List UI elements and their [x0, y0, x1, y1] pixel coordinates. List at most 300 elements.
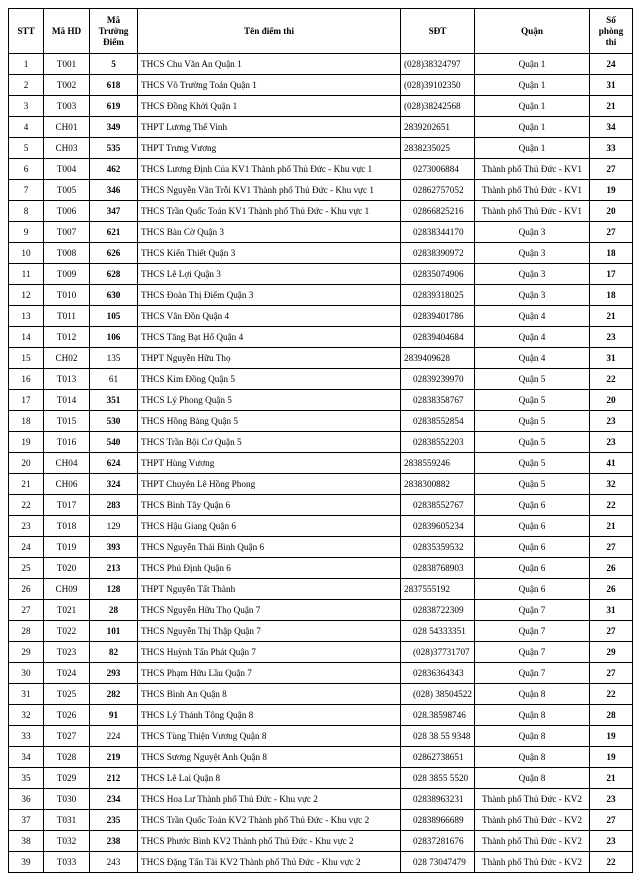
cell-stt: 27 [9, 600, 44, 621]
cell-sdt: 02835074906 [401, 264, 475, 285]
cell-ma-truong: 224 [90, 726, 138, 747]
cell-so-phong-thi: 22 [590, 684, 633, 705]
cell-ma-hd: T005 [44, 180, 90, 201]
cell-quan: Thành phố Thủ Đức - KV2 [475, 789, 590, 810]
cell-sdt: 02839239970 [401, 369, 475, 390]
cell-sdt: 028.38598746 [401, 705, 475, 726]
cell-sdt: 02838963231 [401, 789, 475, 810]
cell-stt: 20 [9, 453, 44, 474]
cell-ma-hd: CH09 [44, 579, 90, 600]
header-ten-diem-thi: Tên điểm thi [138, 9, 401, 54]
header-ma-truong-diem: Mã Trường Điểm [90, 9, 138, 54]
table-row [9, 474, 633, 495]
cell-sdt: 02839401786 [401, 306, 475, 327]
cell-ma-hd: CH04 [44, 453, 90, 474]
cell-stt: 15 [9, 348, 44, 369]
cell-stt: 36 [9, 789, 44, 810]
table-row [9, 516, 633, 537]
cell-quan: Thành phố Thủ Đức - KV1 [475, 159, 590, 180]
header-quan: Quận [475, 9, 590, 54]
cell-ma-hd: T007 [44, 222, 90, 243]
cell-ma-truong: 624 [90, 453, 138, 474]
cell-ten-diem-thi: THCS Tăng Bạt Hổ Quận 4 [138, 327, 401, 348]
cell-so-phong-thi: 19 [590, 747, 633, 768]
cell-stt: 26 [9, 579, 44, 600]
cell-stt: 9 [9, 222, 44, 243]
cell-so-phong-thi: 23 [590, 327, 633, 348]
cell-ma-truong: 462 [90, 159, 138, 180]
cell-ma-truong: 5 [90, 54, 138, 75]
cell-ma-hd: T012 [44, 327, 90, 348]
cell-so-phong-thi: 27 [590, 222, 633, 243]
cell-so-phong-thi: 17 [590, 264, 633, 285]
cell-ma-truong: 293 [90, 663, 138, 684]
cell-ma-hd: T025 [44, 684, 90, 705]
cell-ten-diem-thi: THCS Trần Quốc Toản KV2 Thành phố Thủ Đức - Khu vực 2 [138, 810, 401, 831]
cell-quan: Quận 6 [475, 579, 590, 600]
cell-stt: 28 [9, 621, 44, 642]
cell-quan: Quận 8 [475, 747, 590, 768]
cell-ten-diem-thi: THCS Bàn Cờ Quận 3 [138, 222, 401, 243]
cell-so-phong-thi: 31 [590, 600, 633, 621]
table-row [9, 411, 633, 432]
cell-so-phong-thi: 20 [590, 201, 633, 222]
cell-ten-diem-thi: THPT Trưng Vương [138, 138, 401, 159]
cell-sdt: 02838552767 [401, 495, 475, 516]
cell-sdt: 02838358767 [401, 390, 475, 411]
cell-ma-hd: T003 [44, 96, 90, 117]
cell-quan: Quận 1 [475, 96, 590, 117]
cell-so-phong-thi: 31 [590, 75, 633, 96]
cell-ma-truong: 238 [90, 831, 138, 852]
cell-ma-truong: 535 [90, 138, 138, 159]
cell-quan: Quận 3 [475, 222, 590, 243]
cell-quan: Quận 3 [475, 285, 590, 306]
cell-ma-truong: 213 [90, 558, 138, 579]
cell-quan: Quận 1 [475, 54, 590, 75]
cell-ma-truong: 82 [90, 642, 138, 663]
cell-so-phong-thi: 27 [590, 663, 633, 684]
cell-sdt: 2839202651 [401, 117, 475, 138]
cell-sdt: 02838552854 [401, 411, 475, 432]
cell-quan: Thành phố Thủ Đức - KV2 [475, 831, 590, 852]
cell-ma-hd: T013 [44, 369, 90, 390]
cell-stt: 21 [9, 474, 44, 495]
cell-ten-diem-thi: THCS Hậu Giang Quận 6 [138, 516, 401, 537]
cell-ma-truong: 324 [90, 474, 138, 495]
cell-ma-truong: 349 [90, 117, 138, 138]
cell-ten-diem-thi: THCS Võ Trường Toản Quận 1 [138, 75, 401, 96]
cell-sdt: (028)38324797 [401, 54, 475, 75]
cell-quan: Quận 4 [475, 327, 590, 348]
table-row [9, 642, 633, 663]
cell-ten-diem-thi: THCS Chu Văn An Quận 1 [138, 54, 401, 75]
cell-sdt: 2838235025 [401, 138, 475, 159]
cell-ma-truong: 619 [90, 96, 138, 117]
cell-quan: Quận 7 [475, 621, 590, 642]
cell-ten-diem-thi: THCS Huỳnh Tấn Phát Quận 7 [138, 642, 401, 663]
cell-ma-hd: T032 [44, 831, 90, 852]
cell-ma-hd: T023 [44, 642, 90, 663]
cell-so-phong-thi: 33 [590, 138, 633, 159]
cell-quan: Quận 6 [475, 495, 590, 516]
cell-quan: Quận 7 [475, 642, 590, 663]
table-row [9, 684, 633, 705]
cell-ma-truong: 128 [90, 579, 138, 600]
table-row [9, 96, 633, 117]
cell-ten-diem-thi: THCS Bình Tây Quận 6 [138, 495, 401, 516]
cell-ma-truong: 61 [90, 369, 138, 390]
cell-so-phong-thi: 22 [590, 369, 633, 390]
cell-so-phong-thi: 18 [590, 285, 633, 306]
cell-sdt: 02838390972 [401, 243, 475, 264]
cell-ten-diem-thi: THCS Lương Định Của KV1 Thành phố Thủ Đức - Khu vực 1 [138, 159, 401, 180]
cell-sdt: 02838552203 [401, 432, 475, 453]
table-row [9, 789, 633, 810]
cell-quan: Quận 3 [475, 243, 590, 264]
table-row [9, 663, 633, 684]
cell-so-phong-thi: 23 [590, 831, 633, 852]
cell-quan: Quận 4 [475, 348, 590, 369]
cell-quan: Thành phố Thủ Đức - KV2 [475, 810, 590, 831]
cell-quan: Quận 5 [475, 411, 590, 432]
cell-quan: Quận 6 [475, 516, 590, 537]
cell-sdt: 02835359532 [401, 537, 475, 558]
cell-ten-diem-thi: THCS Bình An Quận 8 [138, 684, 401, 705]
cell-stt: 3 [9, 96, 44, 117]
cell-stt: 12 [9, 285, 44, 306]
cell-ma-truong: 626 [90, 243, 138, 264]
cell-ma-truong: 91 [90, 705, 138, 726]
cell-ten-diem-thi: THCS Sương Nguyệt Anh Quận 8 [138, 747, 401, 768]
cell-ten-diem-thi: THCS Vân Đồn Quận 4 [138, 306, 401, 327]
table-row [9, 453, 633, 474]
cell-sdt: 02862738651 [401, 747, 475, 768]
cell-sdt: 2838559246 [401, 453, 475, 474]
cell-quan: Quận 5 [475, 390, 590, 411]
cell-ma-hd: T029 [44, 768, 90, 789]
table-row [9, 621, 633, 642]
header-so-phong-thi: Số phòng thi [590, 9, 633, 54]
table-row [9, 432, 633, 453]
cell-stt: 34 [9, 747, 44, 768]
cell-ma-truong: 234 [90, 789, 138, 810]
cell-quan: Quận 5 [475, 432, 590, 453]
cell-so-phong-thi: 32 [590, 474, 633, 495]
table-row [9, 558, 633, 579]
cell-sdt: 028 38 55 9348 [401, 726, 475, 747]
cell-ma-truong: 129 [90, 516, 138, 537]
cell-stt: 5 [9, 138, 44, 159]
cell-ma-hd: T008 [44, 243, 90, 264]
cell-so-phong-thi: 23 [590, 432, 633, 453]
cell-ma-hd: T030 [44, 789, 90, 810]
cell-stt: 10 [9, 243, 44, 264]
cell-quan: Quận 7 [475, 663, 590, 684]
cell-ma-hd: CH03 [44, 138, 90, 159]
cell-so-phong-thi: 21 [590, 306, 633, 327]
cell-stt: 4 [9, 117, 44, 138]
cell-ma-hd: T006 [44, 201, 90, 222]
cell-so-phong-thi: 26 [590, 558, 633, 579]
cell-ma-hd: T009 [44, 264, 90, 285]
cell-ten-diem-thi: THCS Trần Bội Cơ Quận 5 [138, 432, 401, 453]
cell-so-phong-thi: 29 [590, 642, 633, 663]
cell-so-phong-thi: 34 [590, 117, 633, 138]
cell-stt: 11 [9, 264, 44, 285]
cell-ma-hd: T010 [44, 285, 90, 306]
cell-so-phong-thi: 22 [590, 852, 633, 873]
cell-sdt: (028) 38504522 [401, 684, 475, 705]
cell-stt: 17 [9, 390, 44, 411]
cell-ten-diem-thi: THCS Đặng Tấn Tài KV2 Thành phố Thủ Đức - Khu vực 2 [138, 852, 401, 873]
table-row [9, 327, 633, 348]
cell-quan: Quận 3 [475, 264, 590, 285]
cell-sdt: (028)39102350 [401, 75, 475, 96]
cell-sdt: 028 54333351 [401, 621, 475, 642]
cell-quan: Quận 6 [475, 558, 590, 579]
table-row [9, 117, 633, 138]
cell-ma-hd: CH02 [44, 348, 90, 369]
cell-stt: 35 [9, 768, 44, 789]
cell-sdt: 028 73047479 [401, 852, 475, 873]
cell-ma-truong: 283 [90, 495, 138, 516]
cell-ten-diem-thi: THCS Lê Lợi Quận 3 [138, 264, 401, 285]
cell-so-phong-thi: 21 [590, 96, 633, 117]
cell-quan: Quận 8 [475, 726, 590, 747]
cell-so-phong-thi: 23 [590, 411, 633, 432]
cell-quan: Quận 5 [475, 453, 590, 474]
cell-ma-truong: 630 [90, 285, 138, 306]
cell-sdt: 02839404684 [401, 327, 475, 348]
cell-ten-diem-thi: THCS Hoa Lư Thành phố Thủ Đức - Khu vực 2 [138, 789, 401, 810]
table-row [9, 306, 633, 327]
cell-ma-hd: T026 [44, 705, 90, 726]
table-row [9, 285, 633, 306]
cell-stt: 16 [9, 369, 44, 390]
cell-ten-diem-thi: THPT Nguyễn Hữu Thọ [138, 348, 401, 369]
header-sdt: SĐT [401, 9, 475, 54]
cell-ten-diem-thi: THCS Lê Lai Quận 8 [138, 768, 401, 789]
cell-ma-truong: 347 [90, 201, 138, 222]
cell-ma-hd: T001 [44, 54, 90, 75]
cell-so-phong-thi: 27 [590, 159, 633, 180]
cell-ma-hd: T031 [44, 810, 90, 831]
cell-so-phong-thi: 21 [590, 516, 633, 537]
cell-sdt: 02862757052 [401, 180, 475, 201]
cell-ma-truong: 28 [90, 600, 138, 621]
table-row [9, 768, 633, 789]
cell-ma-hd: T019 [44, 537, 90, 558]
cell-ma-truong: 235 [90, 810, 138, 831]
cell-quan: Quận 1 [475, 75, 590, 96]
cell-quan: Quận 5 [475, 474, 590, 495]
cell-quan: Quận 6 [475, 537, 590, 558]
cell-ten-diem-thi: THCS Phước Bình KV2 Thành phố Thủ Đức - Khu vực 2 [138, 831, 401, 852]
cell-ma-hd: T018 [44, 516, 90, 537]
cell-quan: Thành phố Thủ Đức - KV1 [475, 180, 590, 201]
cell-stt: 14 [9, 327, 44, 348]
cell-ma-truong: 212 [90, 768, 138, 789]
table-body [9, 54, 633, 873]
cell-ma-truong: 393 [90, 537, 138, 558]
cell-quan: Quận 8 [475, 684, 590, 705]
cell-stt: 8 [9, 201, 44, 222]
cell-so-phong-thi: 18 [590, 243, 633, 264]
cell-sdt: 2837555192 [401, 579, 475, 600]
cell-ten-diem-thi: THCS Phạm Hữu Lầu Quận 7 [138, 663, 401, 684]
cell-so-phong-thi: 21 [590, 768, 633, 789]
table-row [9, 54, 633, 75]
table-row [9, 390, 633, 411]
table-row [9, 810, 633, 831]
cell-stt: 29 [9, 642, 44, 663]
cell-ten-diem-thi: THPT Hùng Vương [138, 453, 401, 474]
cell-sdt: 028 3855 5520 [401, 768, 475, 789]
cell-ma-hd: T004 [44, 159, 90, 180]
cell-sdt: (028)37731707 [401, 642, 475, 663]
cell-ma-truong: 106 [90, 327, 138, 348]
exam-sites-table [8, 8, 633, 873]
cell-quan: Quận 5 [475, 369, 590, 390]
cell-ma-hd: T016 [44, 432, 90, 453]
cell-ma-truong: 105 [90, 306, 138, 327]
cell-ma-hd: T017 [44, 495, 90, 516]
cell-stt: 39 [9, 852, 44, 873]
cell-ma-truong: 540 [90, 432, 138, 453]
cell-quan: Quận 8 [475, 768, 590, 789]
cell-quan: Thành phố Thủ Đức - KV2 [475, 852, 590, 873]
cell-ten-diem-thi: THCS Kim Đồng Quận 5 [138, 369, 401, 390]
cell-stt: 7 [9, 180, 44, 201]
cell-stt: 30 [9, 663, 44, 684]
cell-stt: 2 [9, 75, 44, 96]
cell-ten-diem-thi: THCS Phú Định Quận 6 [138, 558, 401, 579]
cell-so-phong-thi: 24 [590, 54, 633, 75]
cell-stt: 22 [9, 495, 44, 516]
cell-so-phong-thi: 22 [590, 495, 633, 516]
cell-ma-hd: T033 [44, 852, 90, 873]
cell-ma-truong: 135 [90, 348, 138, 369]
cell-ma-truong: 618 [90, 75, 138, 96]
cell-sdt: 02838722309 [401, 600, 475, 621]
cell-ten-diem-thi: THCS Hồng Bàng Quận 5 [138, 411, 401, 432]
cell-stt: 18 [9, 411, 44, 432]
cell-ma-truong: 628 [90, 264, 138, 285]
table-row [9, 705, 633, 726]
table-row [9, 831, 633, 852]
cell-quan: Quận 7 [475, 600, 590, 621]
cell-ten-diem-thi: THCS Tùng Thiện Vương Quận 8 [138, 726, 401, 747]
cell-ten-diem-thi: THCS Nguyễn Thái Bình Quận 6 [138, 537, 401, 558]
table-row [9, 264, 633, 285]
cell-quan: Quận 1 [475, 117, 590, 138]
cell-quan: Thành phố Thủ Đức - KV1 [475, 201, 590, 222]
cell-stt: 33 [9, 726, 44, 747]
cell-quan: Quận 1 [475, 138, 590, 159]
cell-quan: Quận 4 [475, 306, 590, 327]
header-ma-hd: Mã HD [44, 9, 90, 54]
header-stt: STT [9, 9, 44, 54]
cell-ma-hd: T028 [44, 747, 90, 768]
table-row [9, 747, 633, 768]
cell-quan: Quận 8 [475, 705, 590, 726]
table-row [9, 369, 633, 390]
cell-sdt: 02866825216 [401, 201, 475, 222]
cell-ma-hd: T014 [44, 390, 90, 411]
cell-stt: 1 [9, 54, 44, 75]
cell-so-phong-thi: 41 [590, 453, 633, 474]
cell-ma-hd: T022 [44, 621, 90, 642]
table-row [9, 537, 633, 558]
cell-ma-hd: CH01 [44, 117, 90, 138]
cell-ma-truong: 101 [90, 621, 138, 642]
table-row [9, 852, 633, 873]
cell-ma-hd: T011 [44, 306, 90, 327]
cell-stt: 19 [9, 432, 44, 453]
table-row [9, 75, 633, 96]
cell-ma-truong: 243 [90, 852, 138, 873]
cell-so-phong-thi: 31 [590, 348, 633, 369]
cell-ma-hd: T021 [44, 600, 90, 621]
cell-ma-truong: 346 [90, 180, 138, 201]
cell-sdt: 02839318025 [401, 285, 475, 306]
cell-ma-truong: 219 [90, 747, 138, 768]
cell-sdt: 02838768903 [401, 558, 475, 579]
cell-so-phong-thi: 23 [590, 789, 633, 810]
table-row [9, 138, 633, 159]
cell-sdt: 0273006884 [401, 159, 475, 180]
table-row [9, 180, 633, 201]
cell-stt: 23 [9, 516, 44, 537]
cell-sdt: 02836364343 [401, 663, 475, 684]
cell-ten-diem-thi: THPT Chuyên Lê Hồng Phong [138, 474, 401, 495]
cell-so-phong-thi: 27 [590, 810, 633, 831]
table-row [9, 222, 633, 243]
cell-sdt: 02838344170 [401, 222, 475, 243]
cell-stt: 13 [9, 306, 44, 327]
cell-stt: 24 [9, 537, 44, 558]
cell-ten-diem-thi: THCS Lý Phong Quận 5 [138, 390, 401, 411]
cell-ten-diem-thi: THCS Đồng Khởi Quận 1 [138, 96, 401, 117]
cell-sdt: 02839605234 [401, 516, 475, 537]
cell-ma-truong: 282 [90, 684, 138, 705]
cell-stt: 32 [9, 705, 44, 726]
cell-ma-hd: T002 [44, 75, 90, 96]
cell-so-phong-thi: 20 [590, 390, 633, 411]
cell-ma-hd: T024 [44, 663, 90, 684]
table-row [9, 243, 633, 264]
cell-sdt: 02838966689 [401, 810, 475, 831]
table-row [9, 201, 633, 222]
cell-ten-diem-thi: THCS Nguyễn Hữu Thọ Quận 7 [138, 600, 401, 621]
cell-sdt: (028)38242568 [401, 96, 475, 117]
cell-sdt: 02837281676 [401, 831, 475, 852]
cell-ten-diem-thi: THCS Lý Thánh Tông Quận 8 [138, 705, 401, 726]
table-row [9, 579, 633, 600]
cell-ten-diem-thi: THCS Nguyễn Văn Trỗi KV1 Thành phố Thủ Đức - Khu vực 1 [138, 180, 401, 201]
cell-ma-truong: 351 [90, 390, 138, 411]
cell-ma-truong: 621 [90, 222, 138, 243]
cell-ma-truong: 530 [90, 411, 138, 432]
table-row [9, 159, 633, 180]
cell-so-phong-thi: 28 [590, 705, 633, 726]
cell-sdt: 2839409628 [401, 348, 475, 369]
cell-so-phong-thi: 19 [590, 180, 633, 201]
cell-so-phong-thi: 27 [590, 621, 633, 642]
cell-ten-diem-thi: THPT Nguyễn Tất Thành [138, 579, 401, 600]
cell-ten-diem-thi: THCS Đoàn Thị Điểm Quận 3 [138, 285, 401, 306]
